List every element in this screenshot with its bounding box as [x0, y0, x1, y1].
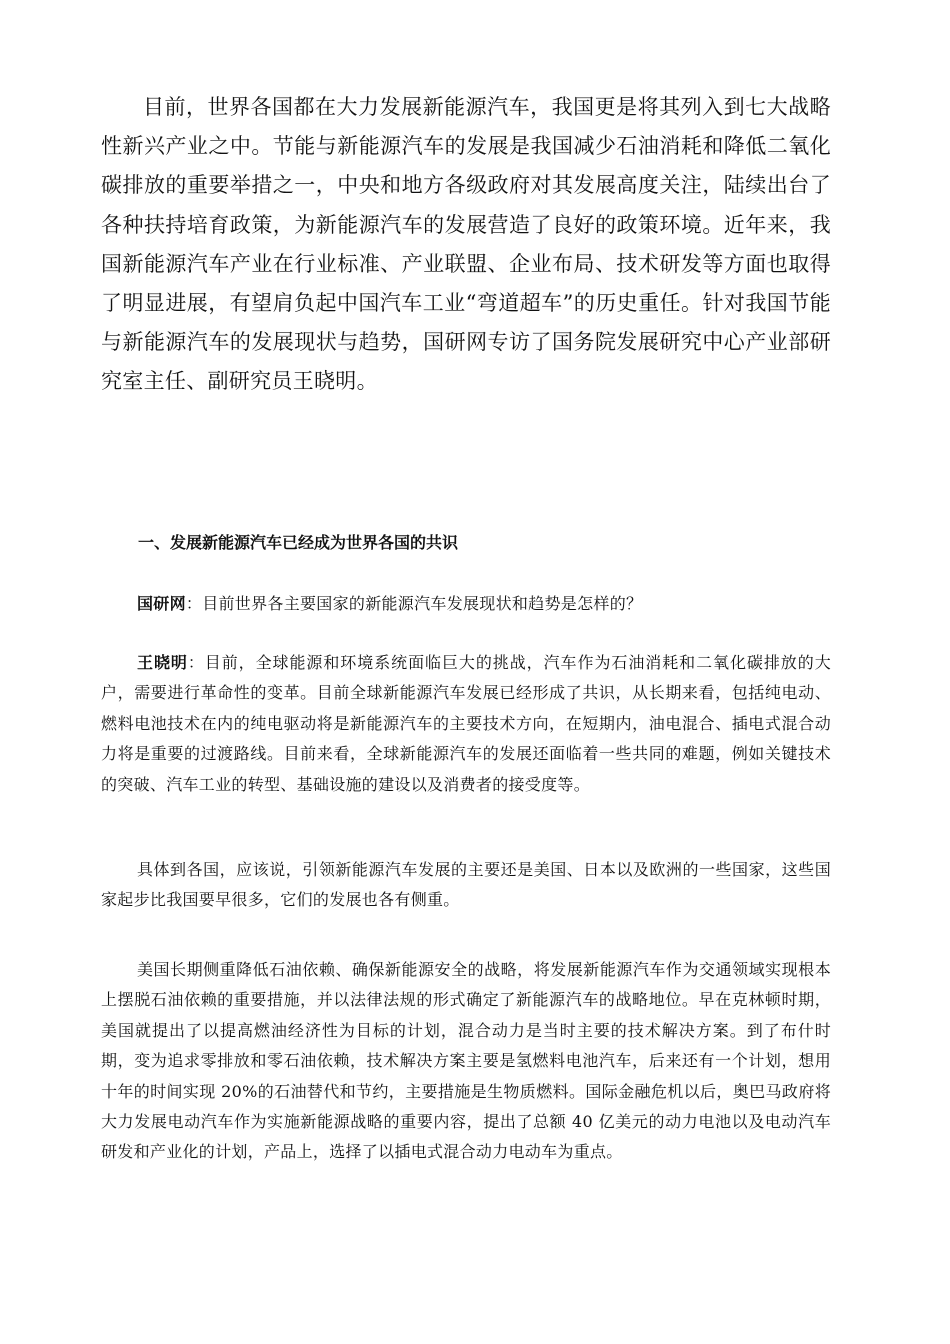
interview-answer	[101, 648, 831, 800]
intro-paragraph: 目前，世界各国都在大力发展新能源汽车，我国更是将其列入到七大战略性新兴产业之中。节能与新能源汽车的发展是我国减少石油消耗和降低二氧化碳排放的重要举措之一，中央和地方各级政府对其发展高度关注，陆续出台了各种扶持培育政策，为新能源汽车的发展营造了良好的政策环境。近年来，我国新能源汽车产业在行业标准、产业联盟、企业布局、技术研发等方面也取得了明显进展，有望肩负起中国汽车工业“弯道超车”的历史重任。针对我国节能与新能源汽车的发展现状与趋势，国研网专访了国务院发展研究中心产业部研究室主任、副研究员王晓明。	[101, 95, 831, 394]
interview-question	[101, 589, 831, 619]
question-text: ：目前世界各主要国家的新能源汽车发展现状和趋势是怎样的？	[185, 594, 643, 613]
body-paragraph: 美国长期侧重降低石油依赖、确保新能源安全的战略，将发展新能源汽车作为交通领域实现根本上摆脱石油依赖的重要措施，并以法律法规的形式确定了新能源汽车的战略地位。早在克林顿时期，美国就提出了以提高燃油经济性为目标的计划，混合动力是当时主要的技术解决方案。到了布什时期，变为追求零排放和零石油依赖，技术解决方案主要是氢燃料电池汽车，后来还有一个计划，想用十年的时间实现 20%的石油替代和节约，主要措施是生物质燃料。国际金融危机以后，奥巴马政府将大力发展电动汽车作为实施新能源战略的重要内容，提出了总额 40 亿美元的动力电池以及电动汽车研发和产业化的计划，产品上，选择了以插电式混合动力电动车为重点。	[101, 960, 831, 1162]
answer-speaker: 王晓明	[137, 653, 188, 672]
question-speaker: 国研网	[137, 594, 186, 613]
body-paragraph: 具体到各国，应该说，引领新能源汽车发展的主要还是美国、日本以及欧洲的一些国家，这些国家起步比我国要早很多，它们的发展也各有侧重。	[101, 860, 831, 910]
section-heading: 一、发展新能源汽车已经成为世界各国的共识	[138, 533, 459, 552]
answer-text: ：目前，全球能源和环境系统面临巨大的挑战，汽车作为石油消耗和二氧化碳排放的大户，需要进行革命性的变革。目前全球新能源汽车发展已经形成了共识，从长期来看，包括纯电动、燃料电池技术在内的纯电驱动将是新能源汽车的主要技术方向，在短期内，油电混合、插电式混合动力将是重要的过渡路线。目前来看，全球新能源汽车的发展还面临着一些共同的难题，例如关键技术的突破、汽车工业的转型、基础设施的建设以及消费者的接受度等。	[101, 653, 831, 794]
